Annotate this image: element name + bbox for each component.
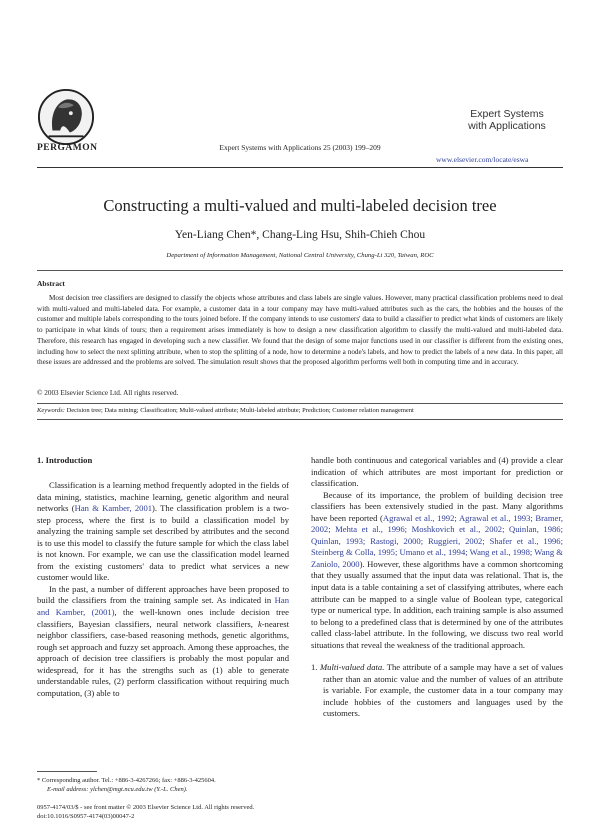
citation-links[interactable]: Agrawal et al., 1992; Agrawal et al., 1993; Bramer, 2002; Mehta et al., 1996; Moshkovich et al., 2002; Quinlan, 1986; Quinlan, 1993; Rastogi, 2000; Ruggieri, 2002; Shafer et al., 1996; Steinberg & Colla, 1995; Umano et al., 1994; Wang et al., 1998; Wang & Zaniolo, 2000 xyxy=(311,512,564,569)
article-title: Constructing a multi-valued and multi-labeled decision tree xyxy=(103,196,497,215)
section-heading-introduction: 1. Introduction xyxy=(37,455,93,465)
brand-line-2: with Applications xyxy=(468,120,546,132)
doi-line: doi:10.1016/S0957-4174(03)00047-2 xyxy=(37,813,135,820)
abstract-text: Most decision tree classifiers are designed to classify the objects whose attributes and class labels are single values. However, many practical classification problems need to deal with multi-valued and multi-labeled data. For example, a customer data in a tour company may have multi-valued attributes such as the cars, the hobbies and the houses of the customer and multiple labels corresponding to the tours joined before. If the company intends to use customers' data to build a classifier to predict what kinds of customers are likely to participate in what kinds of tours; then a requirement arises immediately is how to design a new classification algorithm to classify the multi-valued and multi-labeled data. Therefore, this research has engaged in developing such a new classifier. We found that the design of some major functions used in our classifier is different from the existing ones, including how to select the next splitting attribute, when to stop the splitting of a node, how to determine a node's labels, and how to predict the labels of a new data. In this paper, all these issues are addressed and the problems are solved. The simulation result shows that the proposed algorithm performs well both in computing time and in accuracy. xyxy=(37,294,563,367)
footnote-contact: * Corresponding author. Tel.: +886-3-4267266; fax: +886-3-425604. xyxy=(37,777,216,784)
journal-citation: Expert Systems with Applications 25 (2003) 199–209 xyxy=(219,143,381,152)
author-affiliation: Department of Information Management, National Central University, Chung-Li 320, Taiwan, ROC xyxy=(166,252,434,259)
intro-paragraph-1: Classification is a learning method frequently adopted in the fields of data mining, statistics, machine learning, genetic algorithm and neural networks (Han & Kamber, 2001). The classification problem is a two-step process, where the first is to build a classification model by analyzing the training sample set described by attributes and the second is to use this model to classify the future sample for which the class label is not known. For example, we can use the classification model learned from the existing customers' data to predict what services a new customer would like. xyxy=(37,480,290,583)
intro-paragraph-2: In the past, a number of different approaches have been proposed to build the classifiers from the training sample set. As indicated in Han and Kamber, (2001), the well-known ones include decision tree classifiers, Bayesian classifiers, neural network classifiers, k-nearest neighbor classifiers, case-based reasoning methods, genetic algorithms, rough set approach and fuzzy set approach. Among these approaches, the approach of decision tree classifiers is probably the most popular and widespread, for it has the strengths such as (1) able to generate understandable rules, (2) perform classification without requiring much computation, (3) able to xyxy=(37,583,290,698)
corresponding-author-footnote xyxy=(37,776,216,794)
pergamon-logo xyxy=(37,88,95,146)
brand-line-1: Expert Systems xyxy=(470,108,544,120)
citation-link[interactable]: Han & Kamber, 2001 xyxy=(74,503,153,514)
intro-paragraph-3: Because of its importance, the problem of building decision tree classifiers has been extensively studied in the past. Many algorithms have been reported (Agrawal et al., 1992; Agrawal et al., 1993; Bramer, 2002; Mehta et al., 1996; Moshkovich et al., 2002; Quinlan, 1986; Quinlan, 1993; Rastogi, 2000; Ruggieri, 2002; Shafer et al., 1996; Steinberg & Colla, 1995; Umano et al., 1994; Wang et al., 1998; Wang & Zaniolo, 2000). However, these algorithms have a common shortcoming that they usually assumed that the input data was relational. That is, the input data is a table containing a set of classifying attributes, where each attribute can be mapped to a single value of Boolean type, categorical type or numerical type. In addition, each training sample is also assumed to belong to a predefined class that is determined by one of the attributes called class-label attribute. In the following, we discuss two real world situations that reveal the weakness of the traditional approach. xyxy=(311,489,564,650)
intro-paragraph-2-continued: handle both continuous and categorical variables and (4) provide a clear indication of which attributes are most important for prediction or classification. xyxy=(311,455,563,489)
right-column xyxy=(311,455,563,720)
keywords-label: Keywords: xyxy=(37,407,65,414)
issn-line: 0957-4174/03/$ - see front matter © 2003 Elsevier Science Ltd. All rights reserved. xyxy=(37,804,255,811)
publisher-name: PERGAMON xyxy=(37,143,98,153)
journal-brand xyxy=(452,108,562,132)
issn-doi xyxy=(37,803,254,821)
keywords-bottom-divider xyxy=(37,419,563,420)
footnote-email: E-mail address: ylchen@mgt.ncu.edu.tw (Y.-L. Chen). xyxy=(47,786,188,793)
article-authors: Yen-Liang Chen*, Chang-Ling Hsu, Shih-Chieh Chou xyxy=(174,229,426,241)
left-column xyxy=(37,480,289,699)
keywords-line xyxy=(37,407,563,414)
keywords-top-divider xyxy=(37,403,563,404)
list-item-multi-valued-data: 1. Multi-valued data. The attribute of a sample may have a set of values rather than an atomic value and the number of values of an attribute is variable. For example, the customer data in a tour company may include hobbies of the customers and languages used by the customers. xyxy=(311,662,563,719)
header-divider xyxy=(37,167,563,168)
footnote-divider xyxy=(37,771,97,772)
abstract-top-divider xyxy=(37,270,563,271)
journal-url-link[interactable]: www.elsevier.com/locate/eswa xyxy=(436,155,529,164)
abstract-copyright: © 2003 Elsevier Science Ltd. All rights reserved. xyxy=(37,389,179,397)
keywords-text: Decision tree; Data mining; Classification; Multi-valued attribute; Multi-labeled attribute; Prediction; Customer relation management xyxy=(66,407,414,414)
abstract-heading: Abstract xyxy=(37,279,65,288)
citation-link[interactable]: Han and Kamber, (2001) xyxy=(37,595,289,618)
